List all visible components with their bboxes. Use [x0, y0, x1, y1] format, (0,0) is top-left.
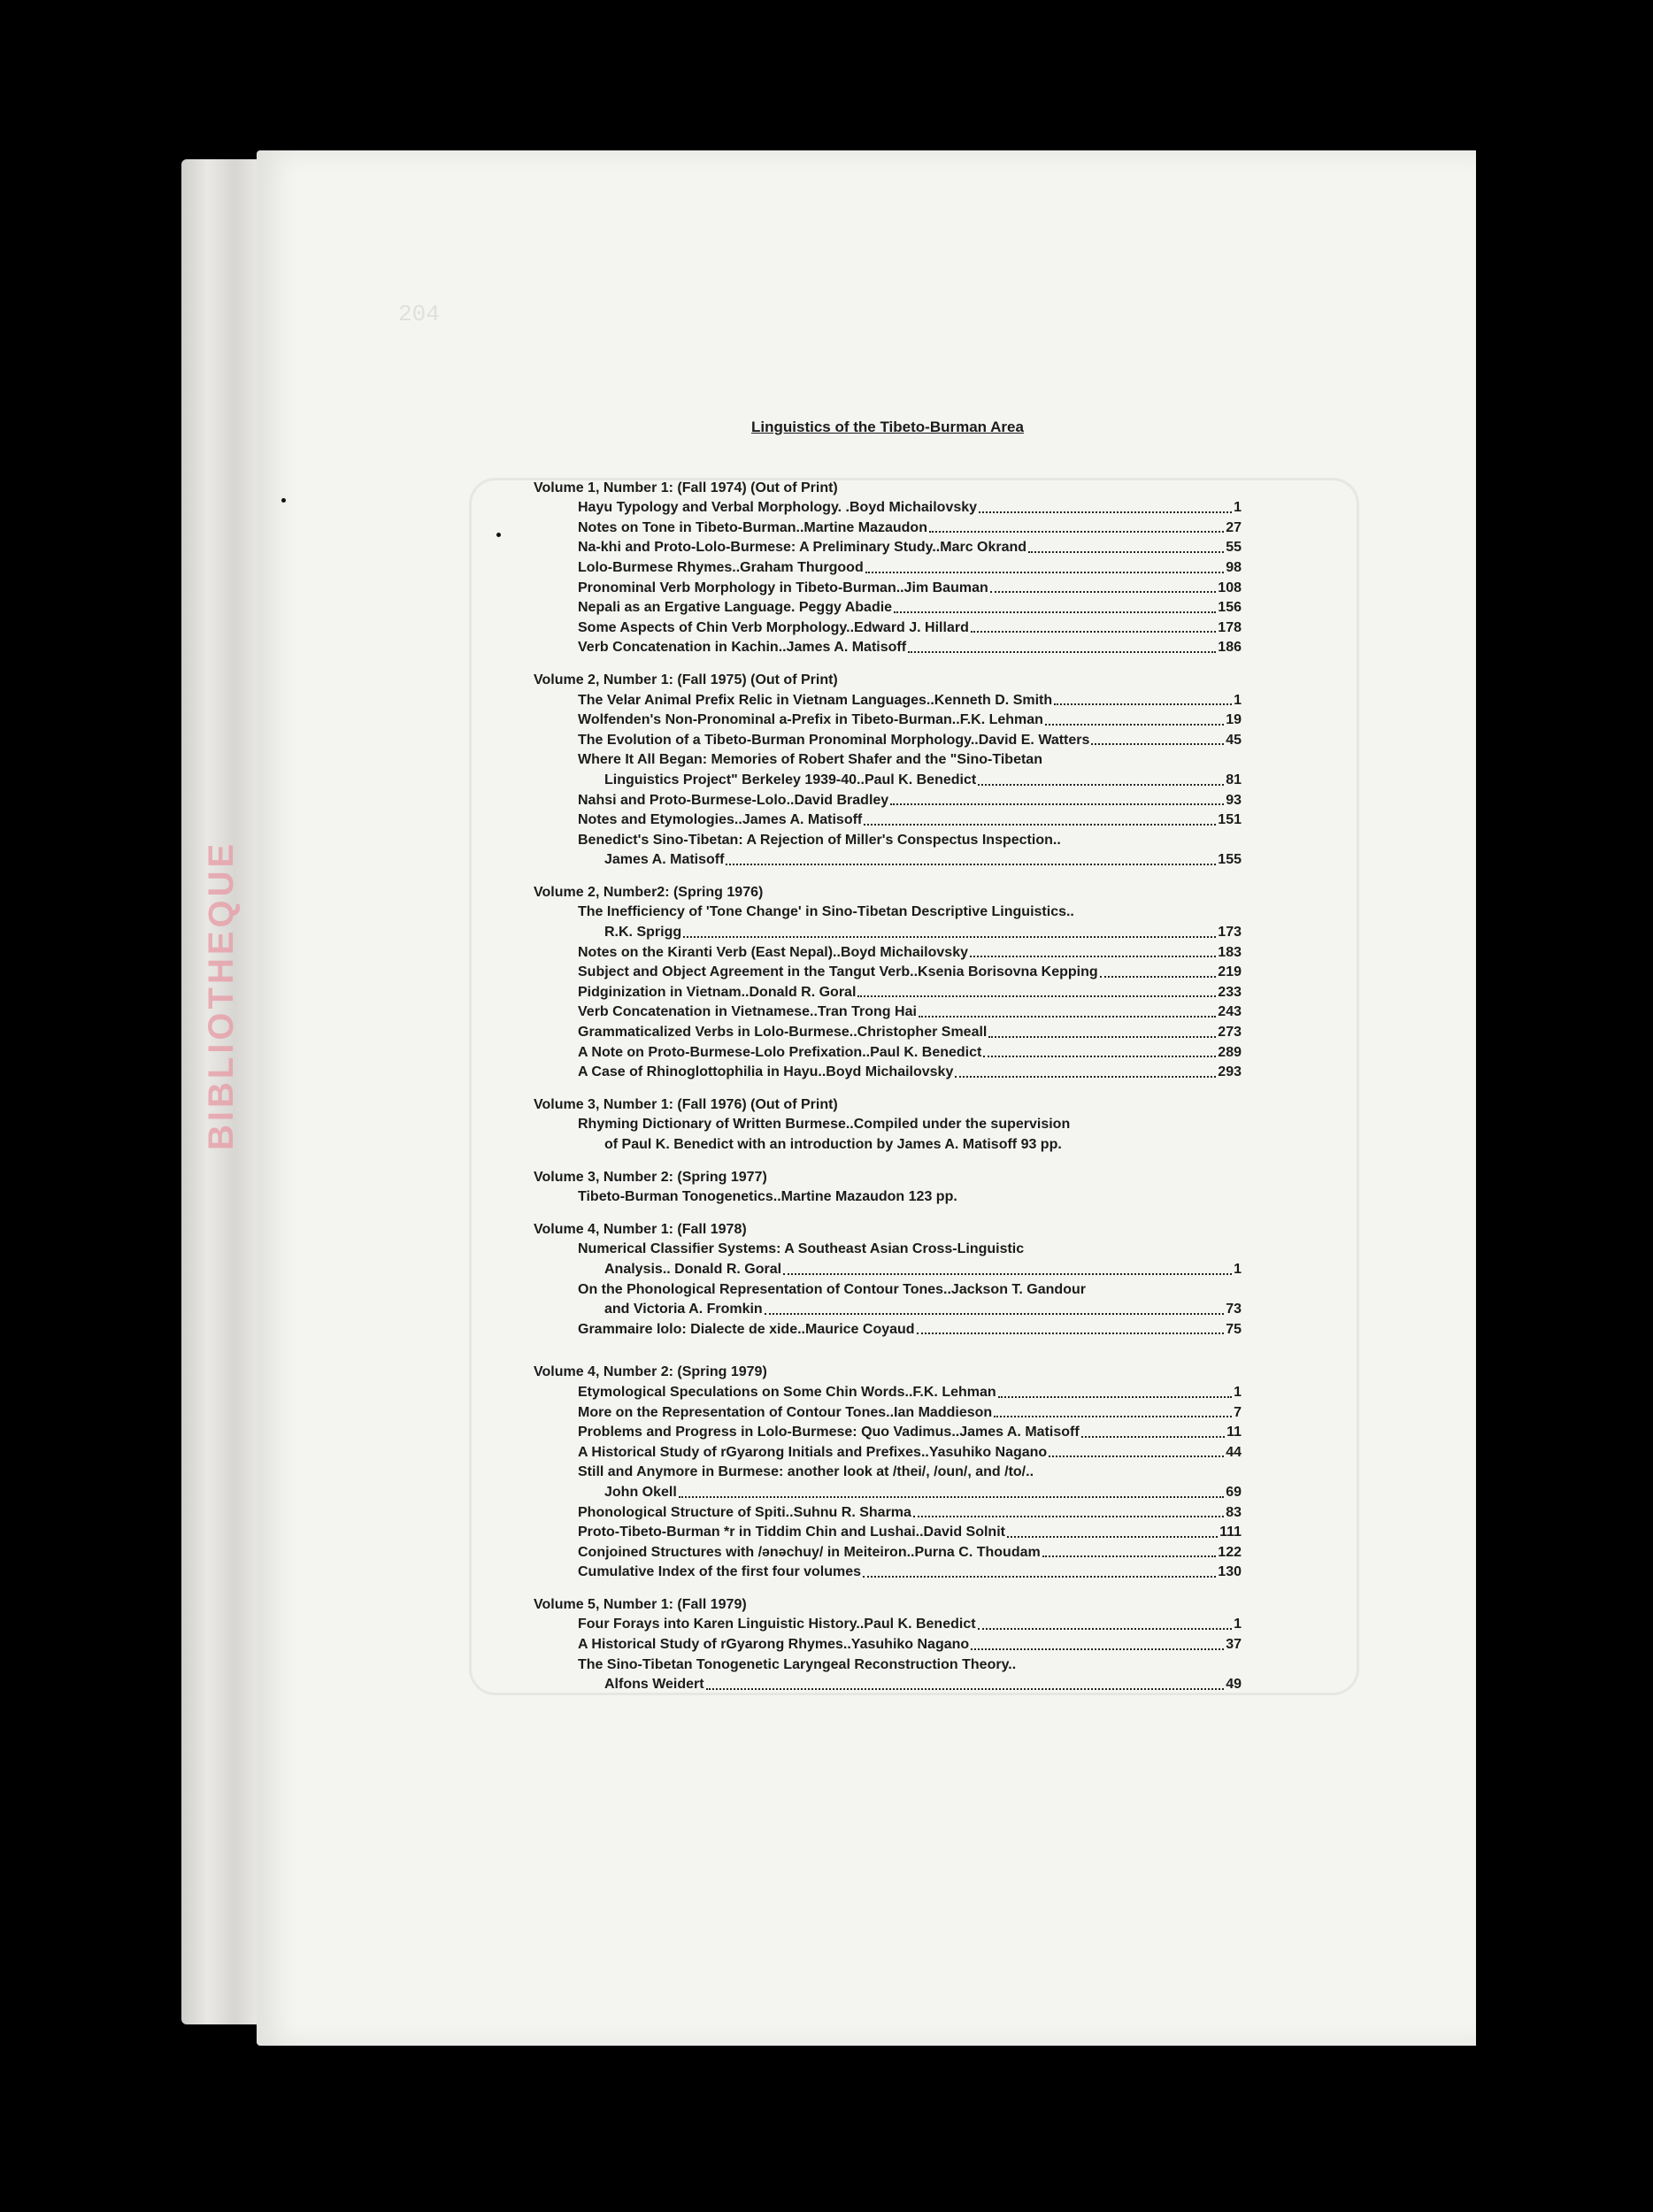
toc-entry: [578, 710, 1242, 731]
entry-page-number: 69: [1226, 1484, 1242, 1500]
entry-title: A Case of Rhinoglottophilia in Hayu..Boyd Michailovsky: [578, 1064, 954, 1080]
entry-title: A Note on Proto-Burmese-Lolo Prefixation..Paul K. Benedict: [578, 1044, 982, 1060]
entry-title: A Historical Study of rGyarong Initials and Prefixes..Yasuhiko Nagano: [578, 1444, 1048, 1460]
entry-title: Etymological Speculations on Some Chin Words..F.K. Lehman: [578, 1384, 996, 1400]
dot-leader: [765, 1313, 1225, 1315]
entry-page-number: 233: [1218, 984, 1242, 1000]
entry-title: Pidginization in Vietnam..Donald R. Goral: [578, 984, 857, 1000]
dot-leader: [1042, 1555, 1217, 1557]
dot-leader: [1081, 1436, 1225, 1438]
entry-title: Problems and Progress in Lolo-Burmese: Quo Vadimus..James A. Matisoff: [578, 1425, 1080, 1440]
toc-entry: [578, 598, 1242, 618]
entry-title: Numerical Classifier Systems: A Southeast Asian Cross-Linguistic: [578, 1241, 1025, 1257]
entry-title: Notes on the Kiranti Verb (East Nepal)..Boyd Michailovsky: [578, 944, 968, 960]
volume-heading: Volume 2, Number 1: (Fall 1975) (Out of Print): [534, 672, 838, 687]
dot-leader: [1045, 724, 1224, 726]
entry-page-number: 130: [1218, 1564, 1242, 1580]
entry-title: The Evolution of a Tibeto-Burman Pronominal Morphology..David E. Watters: [578, 732, 1090, 748]
dot-leader: [783, 1273, 1232, 1275]
entry-page-number: 7: [1234, 1404, 1242, 1420]
dot-leader: [988, 1036, 1216, 1038]
dot-leader: [917, 1333, 1225, 1334]
toc-entry: [578, 831, 1242, 871]
dot-leader: [955, 1076, 1216, 1078]
entry-title: Hayu Typology and Verbal Morphology. .Boyd Michailovsky: [578, 500, 978, 516]
entry-page-number: 45: [1226, 732, 1242, 748]
entry-continuation: Alfons Weidert: [604, 1677, 704, 1693]
volume-section: [534, 479, 1242, 658]
toc-entry: [578, 1543, 1242, 1563]
entry-page-number: 183: [1218, 944, 1242, 960]
entry-page-number: 19: [1226, 712, 1242, 728]
dot-leader: [1100, 976, 1217, 978]
dot-leader: [1054, 703, 1232, 705]
speck: [496, 533, 501, 537]
toc-entry: [578, 1443, 1242, 1463]
entry-page-number: 1: [1234, 1261, 1242, 1277]
entry-page-number: 75: [1226, 1321, 1242, 1337]
dot-leader: [971, 1648, 1224, 1650]
dot-leader: [983, 1056, 1216, 1057]
dot-leader: [890, 803, 1224, 805]
entry-page-number: 98: [1226, 559, 1242, 575]
toc-entry: [578, 1615, 1242, 1635]
dot-leader: [1028, 551, 1224, 553]
toc-entry: [578, 1187, 1242, 1208]
entry-page-number: 37: [1226, 1637, 1242, 1653]
toc-entry: [578, 1403, 1242, 1424]
toc-entry: [578, 579, 1242, 599]
entry-continuation: Linguistics Project" Berkeley 1939-40..Paul K. Benedict: [604, 772, 977, 787]
entry-page-number: 1: [1234, 1384, 1242, 1400]
entry-title: Notes on Tone in Tibeto-Burman..Martine Mazaudon: [578, 519, 927, 535]
volume-heading: Volume 4, Number 1: (Fall 1978): [534, 1221, 747, 1237]
dot-leader: [979, 511, 1232, 513]
entry-page-number: 273: [1218, 1025, 1242, 1041]
entry-title: Nahsi and Proto-Burmese-Lolo..David Bradley: [578, 792, 889, 808]
dot-leader: [863, 1576, 1216, 1578]
volume-heading: Volume 5, Number 1: (Fall 1979): [534, 1596, 747, 1612]
entry-page-number: 173: [1218, 925, 1242, 941]
toc-entry: [578, 963, 1242, 983]
toc-entry: [578, 1523, 1242, 1543]
volume-heading: Volume 4, Number 2: (Spring 1979): [534, 1364, 767, 1380]
toc-entry: [578, 1115, 1242, 1155]
entry-title: Nepali as an Ergative Language. Peggy Abadie: [578, 600, 893, 616]
dot-leader: [679, 1496, 1224, 1498]
volume-heading: Volume 3, Number 2: (Spring 1977): [534, 1169, 767, 1185]
toc-entry: [578, 518, 1242, 539]
entry-title: Grammaticalized Verbs in Lolo-Burmese..Christopher Smeall: [578, 1025, 988, 1041]
toc-entry: [578, 618, 1242, 639]
volume-heading: Volume 2, Number2: (Spring 1976): [534, 884, 764, 900]
entry-title: On the Phonological Representation of Contour Tones..Jackson T. Gandour: [578, 1281, 1086, 1297]
entry-title: Phonological Structure of Spiti..Suhnu R. Sharma: [578, 1504, 911, 1520]
dot-leader: [971, 631, 1216, 633]
toc-entry: [578, 1383, 1242, 1403]
dot-leader: [864, 824, 1216, 826]
toc-entry: [578, 983, 1242, 1003]
entry-title: Subject and Object Agreement in the Tangut Verb..Ksenia Borisovna Kepping: [578, 964, 1098, 980]
entry-title: Four Forays into Karen Linguistic History..Paul K. Benedict: [578, 1617, 976, 1632]
entry-title: Lolo-Burmese Rhymes..Graham Thurgood: [578, 559, 864, 575]
dot-leader: [970, 956, 1216, 957]
entry-page-number: 1: [1234, 1617, 1242, 1632]
entry-page-number: 83: [1226, 1504, 1242, 1520]
dot-leader: [994, 1416, 1232, 1417]
toc-entry: [578, 1023, 1242, 1043]
entry-page-number: 293: [1218, 1064, 1242, 1080]
dot-leader: [990, 591, 1217, 593]
entry-page-number: 55: [1226, 540, 1242, 556]
entry-page-number: 11: [1226, 1425, 1242, 1440]
speck: [281, 498, 286, 503]
entry-title: The Sino-Tibetan Tonogenetic Laryngeal Reconstruction Theory..: [578, 1656, 1017, 1672]
entry-title: Pronominal Verb Morphology in Tibeto-Burman..Jim Bauman: [578, 580, 988, 595]
toc-entry: [578, 791, 1242, 811]
entry-page-number: 49: [1226, 1677, 1242, 1693]
entry-title: Verb Concatenation in Kachin..James A. Matisoff: [578, 640, 907, 656]
volume-section: [534, 1595, 1242, 1695]
toc-entry: [578, 558, 1242, 579]
toc-entry: [578, 691, 1242, 711]
entry-continuation: R.K. Sprigg: [604, 925, 682, 941]
toc-entry: [578, 1320, 1242, 1340]
entry-page-number: 93: [1226, 792, 1242, 808]
entry-page-number: 155: [1218, 852, 1242, 868]
entry-page-number: 111: [1219, 1525, 1242, 1540]
dot-leader: [706, 1688, 1225, 1690]
toc-entry: [578, 1655, 1242, 1695]
dot-leader: [894, 611, 1216, 613]
dot-leader: [865, 572, 1224, 573]
entry-page-number: 156: [1218, 600, 1242, 616]
entry-title: Benedict's Sino-Tibetan: A Rejection of Miller's Conspectus Inspection..: [578, 832, 1061, 848]
dot-leader: [1007, 1536, 1218, 1538]
entry-continuation: Analysis.. Donald R. Goral: [604, 1261, 782, 1277]
entry-continuation: of Paul K. Benedict with an introduction by James A. Matisoff 93 pp.: [604, 1137, 1062, 1152]
entry-title: Some Aspects of Chin Verb Morphology..Edward J. Hillard: [578, 619, 969, 635]
entry-page-number: 108: [1218, 580, 1242, 595]
entry-title: Rhyming Dictionary of Written Burmese..Compiled under the supervision: [578, 1117, 1071, 1133]
volume-section: [534, 1095, 1242, 1156]
dot-leader: [726, 864, 1216, 865]
entry-page-number: 219: [1218, 964, 1242, 980]
dot-leader: [978, 784, 1224, 786]
entry-page-number: 1: [1234, 692, 1242, 708]
entry-page-number: 122: [1218, 1544, 1242, 1560]
toc-title: Linguistics of the Tibeto-Burman Area: [751, 419, 1024, 435]
entry-page-number: 289: [1218, 1044, 1242, 1060]
toc-entry: [578, 638, 1242, 658]
toc-entry: [578, 1043, 1242, 1064]
toc-entry: [578, 1635, 1242, 1655]
toc-entry: [578, 943, 1242, 964]
toc-entry: [578, 902, 1242, 942]
entry-title: Tibeto-Burman Tonogenetics..Martine Mazaudon 123 pp.: [578, 1189, 957, 1205]
entry-title: The Inefficiency of 'Tone Change' in Sino-Tibetan Descriptive Linguistics..: [578, 904, 1074, 920]
toc-entry: [578, 750, 1242, 790]
entry-title: A Historical Study of rGyarong Rhymes..Yasuhiko Nagano: [578, 1637, 970, 1653]
dot-leader: [919, 1016, 1216, 1018]
entry-title: Proto-Tibeto-Burman *r in Tiddim Chin and Lushai..David Solnit: [578, 1525, 1005, 1540]
page-number: 204: [398, 301, 440, 327]
toc-entry: [578, 1503, 1242, 1524]
entry-title: Still and Anymore in Burmese: another look at /thei/, /oun/, and /to/..: [578, 1464, 1034, 1480]
toc-entry: [578, 1063, 1242, 1083]
entry-page-number: 186: [1218, 640, 1242, 656]
toc-entry: [578, 1463, 1242, 1502]
toc-entry: [578, 1563, 1242, 1583]
entry-title: Cumulative Index of the first four volumes: [578, 1564, 862, 1580]
table-of-contents: [534, 418, 1242, 1708]
toc-entry: [578, 538, 1242, 558]
toc-entry: [578, 1240, 1242, 1279]
entry-title: Wolfenden's Non-Pronominal a-Prefix in Tibeto-Burman..F.K. Lehman: [578, 712, 1043, 728]
entry-page-number: 178: [1218, 619, 1242, 635]
dot-leader: [1049, 1455, 1224, 1457]
dot-leader: [913, 1516, 1224, 1517]
entry-title: Conjoined Structures with /ənəchuy/ in Meiteiron..Purna C. Thoudam: [578, 1544, 1041, 1560]
entry-title: Verb Concatenation in Vietnamese..Tran Trong Hai: [578, 1004, 917, 1020]
volume-list: [534, 479, 1242, 1695]
entry-continuation: James A. Matisoff: [604, 852, 725, 868]
toc-entry: [578, 1280, 1242, 1320]
toc-entry: [578, 498, 1242, 518]
entry-title: Grammaire lolo: Dialecte de xide..Maurice Coyaud: [578, 1321, 915, 1337]
entry-continuation: and Victoria A. Fromkin: [604, 1302, 763, 1317]
volume-section: [534, 1168, 1242, 1208]
entry-title: The Velar Animal Prefix Relic in Vietnam Languages..Kenneth D. Smith: [578, 692, 1053, 708]
toc-entry: [578, 731, 1242, 751]
dot-leader: [978, 1628, 1233, 1630]
entry-page-number: 27: [1226, 519, 1242, 535]
entry-page-number: 81: [1226, 772, 1242, 787]
toc-entry: [578, 1002, 1242, 1023]
volume-section: [534, 1363, 1242, 1583]
dot-leader: [857, 995, 1216, 997]
dot-leader: [998, 1396, 1232, 1398]
dot-leader: [908, 651, 1216, 653]
toc-entry: [578, 810, 1242, 831]
entry-page-number: 1: [1234, 500, 1242, 516]
volume-section: [534, 671, 1242, 871]
entry-title: Where It All Began: Memories of Robert Shafer and the "Sino-Tibetan: [578, 752, 1042, 768]
entry-page-number: 243: [1218, 1004, 1242, 1020]
entry-title: Na-khi and Proto-Lolo-Burmese: A Preliminary Study..Marc Okrand: [578, 540, 1027, 556]
library-stamp: BIBLIOTHEQUE: [202, 840, 241, 1150]
dot-leader: [1091, 743, 1224, 745]
volume-section: [534, 883, 1242, 1083]
volume-heading: Volume 3, Number 1: (Fall 1976) (Out of Print): [534, 1096, 838, 1112]
toc-entry: [578, 1423, 1242, 1443]
volume-heading: Volume 1, Number 1: (Fall 1974) (Out of Print): [534, 480, 838, 495]
entry-page-number: 73: [1226, 1302, 1242, 1317]
entry-title: Notes and Etymologies..James A. Matisoff: [578, 812, 863, 828]
entry-continuation: John Okell: [604, 1484, 677, 1500]
volume-section: [534, 1220, 1242, 1340]
entry-page-number: 44: [1226, 1444, 1242, 1460]
entry-title: More on the Representation of Contour Tones..Ian Maddieson: [578, 1404, 993, 1420]
dot-leader: [929, 531, 1224, 533]
entry-page-number: 151: [1218, 812, 1242, 828]
dot-leader: [683, 936, 1216, 938]
